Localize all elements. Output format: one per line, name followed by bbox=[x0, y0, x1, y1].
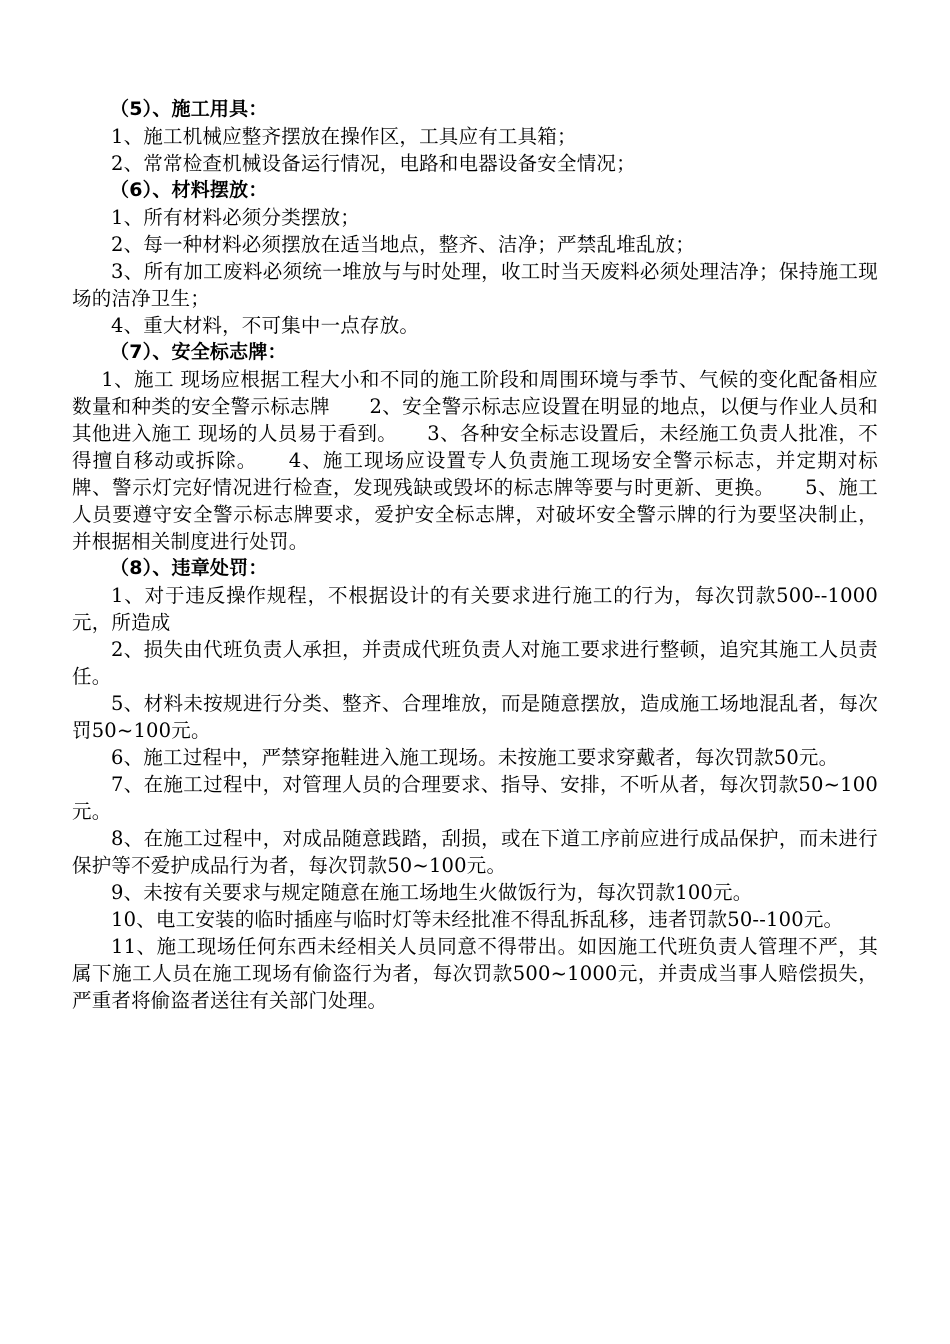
section-heading: （5）、施工用具： bbox=[110, 98, 268, 120]
list-item: 2、每一种材料必须摆放在适当地点，整齐、洁净；严禁乱堆乱放； bbox=[111, 233, 695, 256]
list-item: 1、对于违反操作规程，不根据设计的有关要求进行施工的行为，每次罚款500--1000元，所造成 bbox=[72, 584, 878, 634]
section-materials bbox=[72, 177, 878, 339]
section-penalties bbox=[72, 555, 878, 1014]
document-body bbox=[72, 96, 878, 1014]
section-safety-signs bbox=[72, 339, 878, 555]
section-heading: （8）、违章处罚： bbox=[110, 557, 268, 579]
list-item: 3、所有加工废料必须统一堆放与与时处理，收工时当天废料必须处理洁净；保持施工现场的洁净卫生； bbox=[72, 260, 878, 310]
list-item: 1、所有材料必须分类摆放； bbox=[111, 206, 361, 229]
list-item: 4、重大材料，不可集中一点存放。 bbox=[111, 314, 420, 337]
list-item: 7、在施工过程中，对管理人员的合理要求、指导、安排，不听从者，每次罚款50~100元。 bbox=[72, 773, 878, 823]
list-item: 8、在施工过程中，对成品随意践踏，刮损，或在下道工序前应进行成品保护，而未进行保护等不爱护成品行为者，每次罚款50~100元。 bbox=[72, 827, 878, 877]
list-item: 5、材料未按规进行分类、整齐、合理堆放，而是随意摆放，造成施工场地混乱者，每次罚50~100元。 bbox=[72, 692, 878, 742]
list-item: 11、施工现场任何东西未经相关人员同意不得带出。如因施工代班负责人管理不严，其属下施工人员在施工现场有偷盗行为者，每次罚款500~1000元，并责成当事人赔偿损失，严重者将偷盗者送往有关部门处理。 bbox=[72, 935, 878, 1012]
list-item: 10、电工安装的临时插座与临时灯等未经批准不得乱拆乱移，违者罚款50--100元。 bbox=[111, 908, 844, 931]
list-item: 9、未按有关要求与规定随意在施工场地生火做饭行为，每次罚款100元。 bbox=[111, 881, 753, 904]
list-item: 2、损失由代班负责人承担，并责成代班负责人对施工要求进行整顿，追究其施工人员责任。 bbox=[72, 638, 878, 688]
list-item: 6、施工过程中，严禁穿拖鞋进入施工现场。未按施工要求穿戴者，每次罚款50元。 bbox=[111, 746, 839, 769]
list-item: 1、施工机械应整齐摆放在操作区，工具应有工具箱； bbox=[111, 125, 577, 148]
list-item: 2、常常检查机械设备运行情况，电路和电器设备安全情况； bbox=[111, 152, 636, 175]
section-heading: （6）、材料摆放： bbox=[110, 179, 268, 201]
list-item: 1、施工 现场应根据工程大小和不同的施工阶段和周围环境与季节、气候的变化配备相应数量和种类的安全警示标志牌 2、安全警示标志应设置在明显的地点，以便与作业人员和其他进入施工 现场的人员易于看到。 3、各种安全标志设置后，未经施工负责人批准，不得擅自移动或拆除。 4、施工现场应设置专人负责施工现场安全警示标志，并定期对标牌、警示灯完好情况进行检查，发现残缺或毁坏的标志牌等要与时更新、更换。 5、施工 人员要遵守安全警示标志牌要求，爱护安全标志牌，对破坏安全警示牌的行为要坚决制止，并根据相关制度进行处罚。 bbox=[72, 368, 878, 553]
section-heading: （7）、安全标志牌： bbox=[110, 341, 287, 363]
section-tools bbox=[72, 96, 878, 177]
